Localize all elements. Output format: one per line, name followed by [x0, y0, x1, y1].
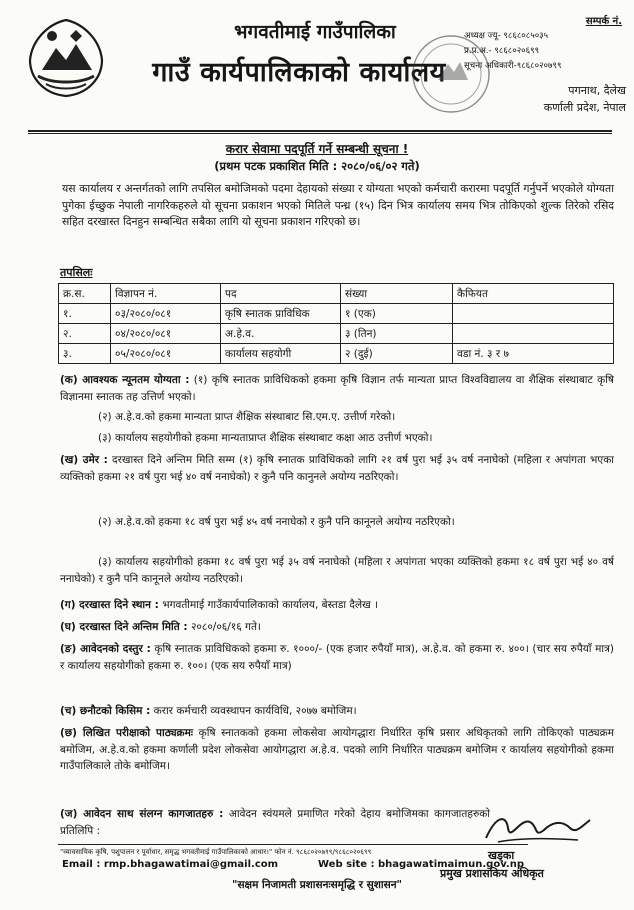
table-row [59, 344, 614, 364]
section-ka [60, 372, 614, 405]
handwritten-signature [478, 808, 598, 848]
details-label: तपसिलः [60, 266, 93, 279]
section-text: आवेदन स्वंयमले प्रमाणित गरेको देहाय बमोजिमका कागजातहरुको प्रतिलिपि : [60, 808, 491, 837]
footer-email: Email : rmp.bhagawatimai@gmail.com [62, 859, 279, 870]
section-label: (क) आवश्यक न्यूनतम योग्यता : [60, 374, 190, 386]
table-row [59, 324, 614, 344]
section-label: (घ) दरखास्त दिने अन्तिम मिति : [60, 621, 188, 633]
table-cell: ०५/२०८०/०८१ [111, 344, 221, 364]
table-cell: वडा नं. ३ र ७ [453, 344, 614, 364]
signatory-title: प्रमुख प्रशासकिय अधिकृत [440, 867, 544, 880]
table-header-cell: विज्ञापन नं. [111, 284, 221, 304]
section-text: कृषि स्नातकको हकमा लोकसेवा आयोगद्धारा निर्धारित कृषि प्रसार अधिकृतको लागि तोकिएको पाठ्यक्रम बमोजिम, अ.हे.व.को हकमा कर्णाली प्रदेश लोकसेवा आयोगद्धारा अ.हे.व. पदको लागि निर्धारित पाठ्यक्रम बमोजिम र कार्यालय सहयोगीको हकमा गाउँपालिकाले तोके बमोजिम। [60, 727, 614, 772]
contact-block [464, 14, 622, 74]
table-cell: कार्यालय सहयोगी [221, 344, 341, 364]
address-line: पगनाथ, दैलेख [568, 84, 626, 97]
section-label: (ग) दरखास्त दिने स्थान : [60, 599, 159, 611]
contact-line: अध्यक्ष ज्यू- ९८६८०८५०३५ [464, 31, 549, 41]
signatory-name: खड्का [488, 849, 515, 862]
table-cell: कृषि स्नातक प्राविधिक [221, 304, 341, 324]
table-cell: ०४/२०८०/०८१ [111, 324, 221, 344]
table-cell: १ (एक) [341, 304, 453, 324]
contact-title: सम्पर्क नं. [585, 16, 622, 27]
section-label: (ङ) आवेदनको दस्तुर : [60, 643, 151, 655]
address-line: कर्णाली प्रदेश, नेपाल [543, 101, 626, 114]
table-cell: ३ (तिन) [341, 324, 453, 344]
section-kha [60, 452, 614, 485]
office-address [476, 82, 626, 116]
table-cell: १. [59, 304, 111, 324]
table-header-cell: पद [221, 284, 341, 304]
section-gha [60, 619, 614, 636]
footer-slogan-phone: "व्यावसायिक कृषि, पशुपालन र पूर्वाधार, समृद्ध भगवतीमाई गाउँपालिकाको आधार।" फोन नं. ९८६८०२०७९९/९८६८०२०६९९ [60, 848, 372, 856]
section-kha-2: (२) अ.हे.व.को हकमा १८ वर्ष पुरा भई ४५ वर्ष ननाघेको र कुनै पनि कानूनले अयोग्य नठरिएको। [98, 516, 455, 528]
section-text: कृषि स्नातक प्राविधिकको हकमा रु. १०००/- (एक हजार रुपैयाँ मात्र), अ.हे.व. को हकमा रु. ४००। (चार सय रुपैयाँ मात्र) र कार्यालय सहयोगीको हकमा रु. १००। (एक सय रुपैयाँ मात्र) [60, 643, 614, 672]
table-cell [453, 324, 614, 344]
section-ja [60, 806, 490, 839]
contact-line: प्र.प्र.अ.- ९८६८०२०६९९ [464, 46, 540, 56]
table-cell: २ (दुई) [341, 344, 453, 364]
section-nga [60, 641, 614, 674]
table-header-cell: संख्या [341, 284, 453, 304]
government-emblem-logo [22, 14, 110, 102]
section-text: दरखास्त दिने अन्तिम मिति सम्म (१) कृषि स्नातक प्राविधिकको लागि २१ वर्ष पुरा भई ३५ वर्ष ननाघेको (महिला र अपांगता भएका व्यक्तिको हकमा २१ वर्ष पुरा भई ४० वर्ष ननाघेको) र कुनै पनि कानुनले अयोग्य नठरिएको। [60, 454, 614, 483]
footer-motto: "सक्षम निजामती प्रशासनःसमृद्धि र सुशासन" [231, 879, 403, 891]
municipality-name: भगवतीमाई गाउँपालिका [234, 21, 396, 43]
footer-website: Web site : bhagawatimaimun.gov.np [318, 859, 524, 870]
section-text: २०८०/०६/१६ गते। [190, 621, 261, 633]
header-divider-thin [28, 133, 612, 134]
table-cell: ०३/२०८०/०८१ [111, 304, 221, 324]
section-text: (१) कृषि स्नातक प्राविधिकको हकमा कृषि विज्ञान तर्फ मान्यता प्राप्त विश्वविद्यालय वा शैक्षिक संस्थाबाट कृषि विज्ञानमा स्नातक तह उत्तिर्ण भएको। [60, 374, 614, 403]
table-cell: २. [59, 324, 111, 344]
table-header-cell: क्र.स. [59, 284, 111, 304]
section-label: (छ) लिखित परीक्षाको पाठ्यक्रमः [60, 727, 194, 739]
notice-intro: यस कार्यालय र अन्तर्गतको लागि तपसिल बमोजिमको पदमा देहायको संख्या र योग्यता भएको कर्मचारी करारमा पदपूर्ति गर्नुपर्ने भएकोले योग्यता पुगेका ईच्छुक नेपाली नागरिकहरुले यो सूचना प्रकाशन भएको मितिले पन्ध्र (१५) दिन भित्र कार्यालय समय भित्र तोकिएको शुल्क तिरेको रसिद सहित दरखास्त दिनहुन सम्बन्धित सबैका लागि यो सूचना प्रकाशन गरिएको छ। [62, 182, 614, 228]
notice-title: करार सेवामा पदपूर्ति गर्ने सम्बन्धी सूचना ! [225, 142, 409, 156]
table-cell: ३. [59, 344, 111, 364]
section-ga [60, 597, 614, 614]
section-label: (च) छनौटको किसिम : [60, 705, 151, 717]
section-kha-3: (३) कार्यालय सहयोगीको हकमा १८ वर्ष पुरा भई ३५ वर्ष ननाघेको (महिला र अपांगता भएका व्यक्तिको हकमा १८ वर्ष पुरा भई ४० वर्ष ननाघेको) र कुनै पनि कानूनले अयोग्य नठरिएको। [60, 556, 614, 585]
section-label: (ख) उमेर : [60, 454, 108, 466]
notice-subtitle: (प्रथम पटक प्रकाशित मिति : २०८०/०६/०२ गते) [214, 159, 420, 173]
footer-divider [58, 844, 528, 845]
section-text: भगवतीमाई गाउँकार्यपालिकाको कार्यालय, बेस्तडा दैलेख । [162, 599, 379, 611]
contact-line: सूचना अधिकारी-९८६८०२०७९९ [464, 61, 562, 71]
section-label: (ज) आवेदन साथ संलग्न कागजातहरु : [60, 808, 224, 820]
table-header-cell: कैफियत [453, 284, 614, 304]
table-cell [453, 304, 614, 324]
section-chha [60, 725, 614, 775]
table-row [59, 304, 614, 324]
vacancy-table [58, 283, 614, 364]
section-cha [60, 703, 614, 720]
section-ka-2: (२) अ.हे.व.को हकमा मान्यता प्राप्त शैक्षिक संस्थाबाट सि.एम.ए. उत्तीर्ण गरेको। [98, 411, 396, 423]
header-divider [28, 130, 612, 132]
table-cell: अ.हे.व. [221, 324, 341, 344]
section-text: करार कर्मचारी व्यवस्थापन कार्यविधि, २०७७ बमोजिम। [153, 705, 357, 717]
section-ka-3: (३) कार्यालय सहयोगीको हकमा मान्यताप्राप्त शैक्षिक संस्थाबाट कक्षा आठ उत्तीर्ण भएको। [98, 432, 433, 444]
office-name: गाउँ कार्यपालिकाको कार्यालय [152, 57, 446, 88]
table-header-row [59, 284, 614, 304]
